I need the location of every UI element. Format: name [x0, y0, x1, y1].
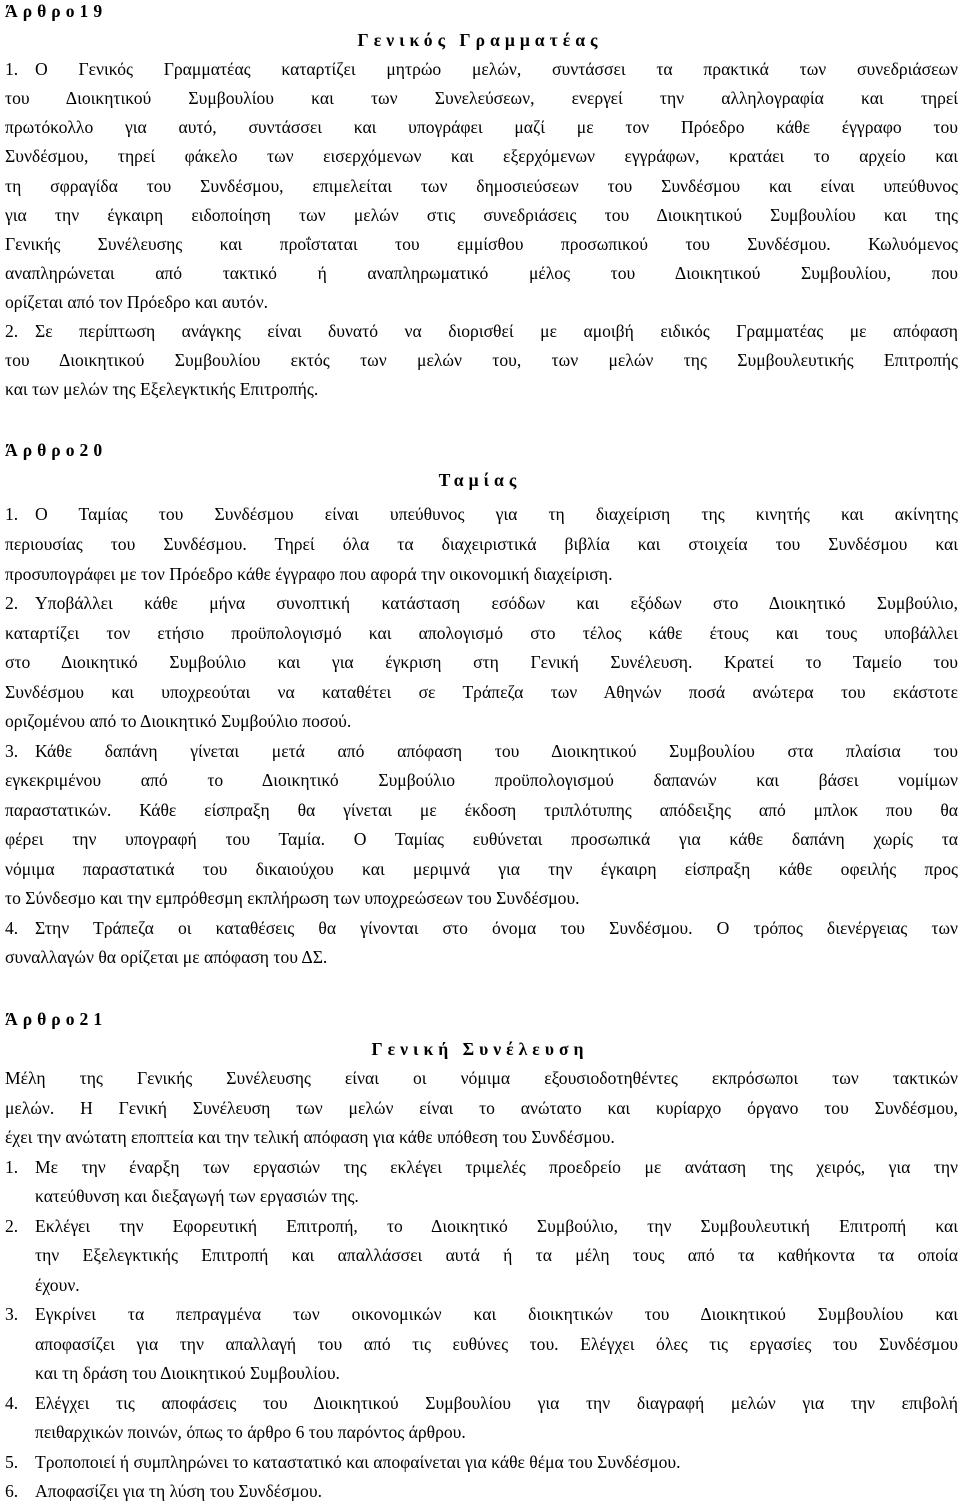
- paragraph-line: ορίζεται από τον Πρόεδρο και αυτόν.: [5, 292, 269, 312]
- paragraph-line: στο Διοικητικό Συμβούλιο και για έγκριση στη Γενική Συνέλευση. Κρατεί το Ταμείο του: [5, 652, 958, 672]
- paragraph-line: κατεύθυνση και διεξαγωγή των εργασιών της.: [35, 1186, 359, 1206]
- paragraph-line: το Σύνδεσμο και την εμπρόθεσμη εκπλήρωση των υποχρεώσεων του Συνδέσμου.: [5, 888, 580, 908]
- paragraph-number: 3.: [5, 1304, 19, 1324]
- paragraph-line: πειθαρχικών ποινών, όπως το άρθρο 6 του παρόντος άρθρου.: [35, 1422, 466, 1442]
- paragraph-number: 1.: [5, 59, 19, 79]
- paragraph-number: 4.: [5, 1393, 19, 1413]
- paragraph-line: παραστατικών. Κάθε είσπραξη θα γίνεται με έκδοση τριπλότυπης απόδειξης από μπλοκ που θα: [5, 800, 958, 820]
- paragraph-line: οριζομένου από το Διοικητικό Συμβούλιο ποσού.: [5, 711, 352, 731]
- paragraph-line: Τροποποιεί ή συμπληρώνει το καταστατικό και αποφαίνεται για κάθε θέμα του Συνδέσμου.: [35, 1452, 681, 1472]
- paragraph-line: Εκλέγει την Εφορευτική Επιτροπή, το Διοικητικό Συμβούλιο, την Συμβουλευτική Επιτροπή και: [35, 1216, 958, 1236]
- paragraph-line: αποφασίζει για την απαλλαγή του από τις ευθύνες του. Ελέγχει όλες τις εργασίες του Συνδέσμου: [35, 1334, 958, 1354]
- paragraph-line: Συνδέσμου, τηρεί φάκελο των εισερχόμενων και εξερχόμενων εγγράφων, κρατάει το αρχείο και: [5, 146, 958, 166]
- paragraph-line: φέρει την υπογραφή του Ταμία. Ο Ταμίας ευθύνεται προσωπικά για κάθε δαπάνη χωρίς τα: [5, 829, 958, 849]
- paragraph-line: του Διοικητικού Συμβουλίου εκτός των μελών του, των μελών της Συμβουλευτικής Επιτροπής: [5, 350, 958, 370]
- paragraph-line: Σε περίπτωση ανάγκης είναι δυνατό να διορισθεί με αμοιβή ειδικός Γραμματέας με απόφαση: [35, 321, 958, 341]
- article-19-title: Γενικός Γραμματέας: [357, 30, 603, 50]
- paragraph-number: 2.: [5, 1216, 19, 1236]
- paragraph-line: του Διοικητικού Συμβουλίου και των Συνελεύσεων, ενεργεί την αλληλογραφία και τηρεί: [5, 88, 958, 108]
- paragraph-line: Γενικής Συνέλευσης και προΐσταται του εμμίσθου προσωπικού του Συνδέσμου. Κωλυόμενος: [5, 234, 958, 254]
- article-19-heading: Άρθρο19: [5, 1, 108, 21]
- paragraph-line: εγκεκριμένου από το Διοικητικό Συμβούλιο προϋπολογισμού δαπανών και βάσει νομίμων: [5, 770, 958, 790]
- paragraph-line: Μέλη της Γενικής Συνέλευσης είναι οι νόμιμα εξουσιοδοτηθέντες εκπρόσωποι των τακτικών: [5, 1068, 958, 1088]
- article-20-heading: Άρθρο20: [5, 440, 108, 460]
- paragraph-line: και των μελών της Εξελεγκτικής Επιτροπής.: [5, 379, 319, 399]
- paragraph-line: Κάθε δαπάνη γίνεται μετά από απόφαση του Διοικητικού Συμβουλίου στα πλαίσια του: [35, 741, 958, 761]
- paragraph-line: την Εξελεγκτικής Επιτροπή και απαλλάσσει αυτά ή τα μέλη τους από τα καθήκοντα τα οποία: [35, 1245, 958, 1265]
- paragraph-line: έχουν.: [35, 1275, 80, 1295]
- paragraph-number: 5.: [5, 1452, 19, 1472]
- paragraph-line: περιουσίας του Συνδέσμου. Τηρεί όλα τα διαχειριστικά βιβλία και στοιχεία του Συνδέσμου και: [5, 534, 958, 554]
- paragraph-number: 3.: [5, 741, 19, 761]
- paragraph-line: Συνδέσμου και υποχρεούται να καταθέτει σε Τράπεζα των Αθηνών ποσά ανώτερα του εκάστοτε: [5, 682, 958, 702]
- paragraph-number: 1.: [5, 1157, 19, 1177]
- paragraph-line: έχει την ανώτατη εποπτεία και την τελική απόφαση για κάθε υπόθεση του Συνδέσμου.: [5, 1127, 615, 1147]
- article-21-title: Γενική Συνέλευση: [371, 1039, 589, 1059]
- article-21-heading: Άρθρο21: [5, 1009, 108, 1029]
- paragraph-line: για την έγκαιρη ειδοποίηση των μελών στις συνεδριάσεις του Διοικητικού Συμβουλίου και της: [5, 205, 958, 225]
- paragraph-line: μελών. Η Γενική Συνέλευση των μελών είναι το ανώτατο και κυρίαρχο όργανο του Συνδέσμου,: [5, 1098, 958, 1118]
- paragraph-line: καταρτίζει τον ετήσιο προϋπολογισμό και απολογισμό στο τέλος κάθε έτους και τους υποβάλλει: [5, 623, 958, 643]
- paragraph-number: 4.: [5, 918, 19, 938]
- paragraph-line: πρωτόκολλο για αυτό, συντάσσει και υπογράφει μαζί με τον Πρόεδρο κάθε έγγραφο του: [5, 117, 958, 137]
- paragraph-line: συναλλαγών θα ορίζεται με απόφαση του ΔΣ.: [5, 947, 328, 967]
- paragraph-line: προσυπογράφει με τον Πρόεδρο κάθε έγγραφο που αφορά την οικονομική διαχείριση.: [5, 564, 613, 584]
- paragraph-number: 2.: [5, 593, 19, 613]
- paragraph-line: Με την έναρξη των εργασιών της εκλέγει τριμελές προεδρείο με ανάταση της χειρός, για την: [35, 1157, 958, 1177]
- paragraph-line: Ο Γενικός Γραμματέας καταρτίζει μητρώο μελών, συντάσσει τα πρακτικά των συνεδριάσεων: [35, 59, 958, 79]
- paragraph-number: 6.: [5, 1481, 19, 1501]
- paragraph-line: Ο Ταμίας του Συνδέσμου είναι υπεύθυνος για τη διαχείριση της κινητής και ακίνητης: [35, 504, 958, 524]
- paragraph-line: και τη δράση του Διοικητικού Συμβουλίου.: [35, 1363, 340, 1383]
- paragraph-number: 1.: [5, 504, 19, 524]
- paragraph-line: Υποβάλλει κάθε μήνα συνοπτική κατάσταση εσόδων και εξόδων στο Διοικητικό Συμβούλιο,: [35, 593, 958, 613]
- paragraph-line: Στην Τράπεζα οι καταθέσεις θα γίνονται στο όνομα του Συνδέσμου. Ο τρόπος διενέργειας των: [35, 918, 958, 938]
- paragraph-line: τη σφραγίδα του Συνδέσμου, επιμελείται των δημοσιεύσεων του Συνδέσμου και είναι υπεύθυνος: [5, 176, 958, 196]
- paragraph-line: Ελέγχει τις αποφάσεις του Διοικητικού Συμβουλίου για την διαγραφή μελών για την επιβολή: [35, 1393, 958, 1413]
- paragraph-line: Αποφασίζει για τη λύση του Συνδέσμου.: [35, 1481, 322, 1501]
- article-20-title: Ταμίας: [438, 470, 522, 490]
- paragraph-line: Εγκρίνει τα πεπραγμένα των οικονομικών και διοικητικών του Διοικητικού Συμβουλίου και: [35, 1304, 958, 1324]
- paragraph-line: αναπληρώνεται από τακτικό ή αναπληρωματικό μέλος του Διοικητικού Συμβουλίου, που: [5, 263, 958, 283]
- paragraph-number: 2.: [5, 321, 19, 341]
- paragraph-line: νόμιμα παραστατικά του δικαιούχου και μεριμνά για την έγκαιρη είσπραξη κάθε οφειλής προς: [5, 859, 958, 879]
